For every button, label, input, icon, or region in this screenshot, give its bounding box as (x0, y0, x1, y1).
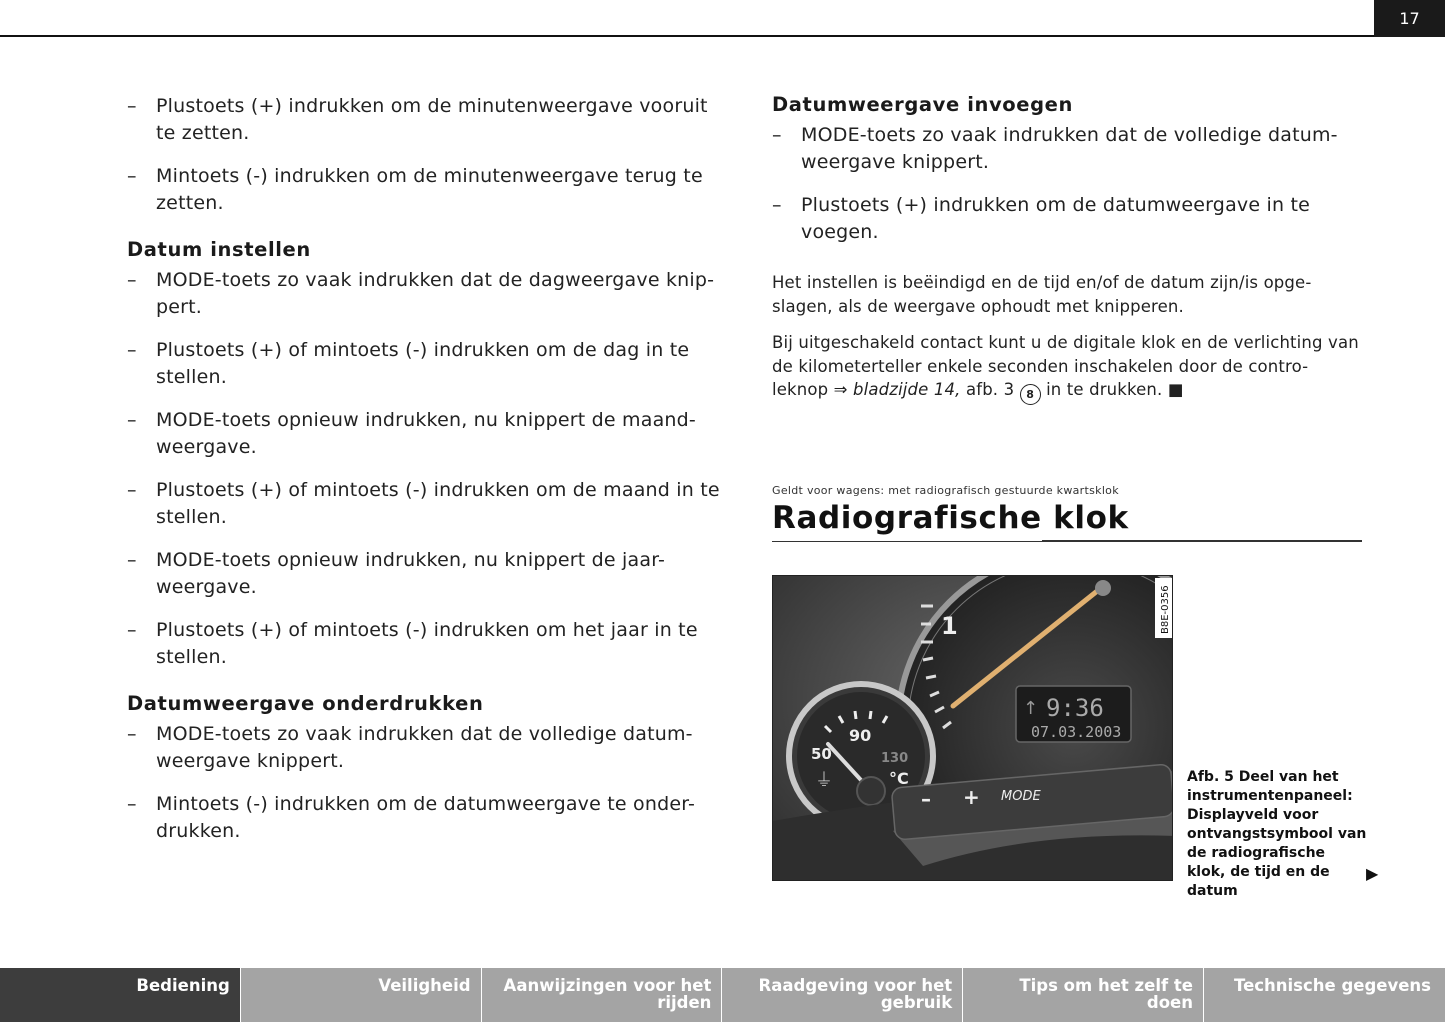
list-item: – MODE-toets zo vaak indrukken dat de dagweergave knip-pert. (127, 269, 715, 318)
list-item: – Plustoets (+) indrukken om de minutenweergave vooruit te zetten. (127, 95, 708, 144)
paragraph: Bij uitgeschakeld contact kunt u de digitale klok en de verlichting van de kilometerteller enkele seconden inschakelen door de contro-leknop ⇒ bladzijde 14, afb. 3 8 in te drukken. ■ (772, 331, 1362, 405)
paragraph: Het instellen is beëindigd en de tijd en/of de datum zijn/is opge-slagen, als de weergave ophoudt met knipperen. (772, 273, 1312, 316)
figure-caption: Afb. 5 Deel van het instrumentenpaneel: Displayveld voor ontvangstsymbool van de radiografische klok, de tijd en de datum (1187, 769, 1367, 899)
minus-button-label: – (921, 787, 931, 811)
list-item: – Mintoets (-) indrukken om de datumweergave te onder-drukken. (127, 793, 696, 842)
list-item: – MODE-toets zo vaak indrukken dat de volledige datum-weergave knippert. (127, 723, 693, 772)
tab-technische-gegevens[interactable]: Technische gegevens (1204, 968, 1445, 1022)
tab-raadgeving[interactable]: Raadgeving voor het gebruik (722, 968, 963, 1022)
instrument-panel-photo (772, 575, 1173, 881)
temp-50-label: 50 (811, 745, 832, 763)
end-mark: ■ (1167, 380, 1184, 399)
list-item: – Mintoets (-) indrukken om de minutenweergave terug te zetten. (127, 165, 703, 214)
left-column (127, 93, 727, 861)
callout-number: 8 (1020, 384, 1041, 405)
list-item: – Plustoets (+) of mintoets (-) indrukken om het jaar in te stellen. (127, 619, 698, 668)
antenna-icon: ↑ (1023, 698, 1039, 719)
temp-unit-label: °C (889, 769, 909, 788)
footer-nav (0, 968, 1445, 1022)
list-item: – MODE-toets opnieuw indrukken, nu knippert de maand-weergave. (127, 409, 696, 458)
tab-aanwijzingen[interactable]: Aanwijzingen voor het rijden (482, 968, 723, 1022)
figure-code: B8E-0356 (1160, 585, 1171, 634)
temp-90-label: 90 (849, 726, 872, 745)
tab-veiligheid[interactable]: Veiligheid (241, 968, 482, 1022)
speed-label: 1 (941, 612, 958, 640)
list-item: – Plustoets (+) indrukken om de datumweergave in te voegen. (772, 194, 1310, 243)
title-rule-bold (1042, 540, 1362, 542)
tab-tips[interactable]: Tips om het zelf te doen (963, 968, 1204, 1022)
list-item: – MODE-toets zo vaak indrukken dat de volledige datum-weergave knippert. (772, 124, 1338, 173)
header-rule (0, 35, 1445, 37)
reference-arrow: ⇒ (833, 380, 848, 399)
instrument-panel-illustration (773, 576, 1173, 881)
list-item: – MODE-toets opnieuw indrukken, nu knippert de jaar-weergave. (127, 549, 666, 598)
suppress-heading: Datumweergave onderdrukken (127, 692, 484, 715)
continue-arrow-icon: ▶ (1366, 864, 1379, 883)
applies-to-note: Geldt voor wagens: met radiografisch gestuurde kwartsklok (772, 484, 1119, 497)
tab-bediening[interactable]: Bediening (0, 968, 241, 1022)
list-item: – Plustoets (+) of mintoets (-) indrukken om de dag in te stellen. (127, 339, 690, 388)
page-link[interactable]: bladzijde 14, (853, 380, 961, 399)
right-column (772, 93, 1362, 418)
plus-button-label: + (963, 785, 980, 809)
temp-130-label: 130 (881, 751, 909, 766)
date-set-heading: Datum instellen (127, 238, 311, 261)
coolant-icon: ⏚ (815, 770, 833, 791)
display-time: 9:36 (1046, 694, 1104, 722)
insert-heading: Datumweergave invoegen (772, 93, 1073, 116)
display-date: 07.03.2003 (1031, 723, 1122, 741)
list-item: – Plustoets (+) of mintoets (-) indrukken om de maand in te stellen. (127, 479, 720, 528)
mode-button-label: MODE (1001, 789, 1041, 804)
section-title: Radiografische klok (772, 500, 1129, 536)
page-number: 17 (1374, 0, 1445, 37)
